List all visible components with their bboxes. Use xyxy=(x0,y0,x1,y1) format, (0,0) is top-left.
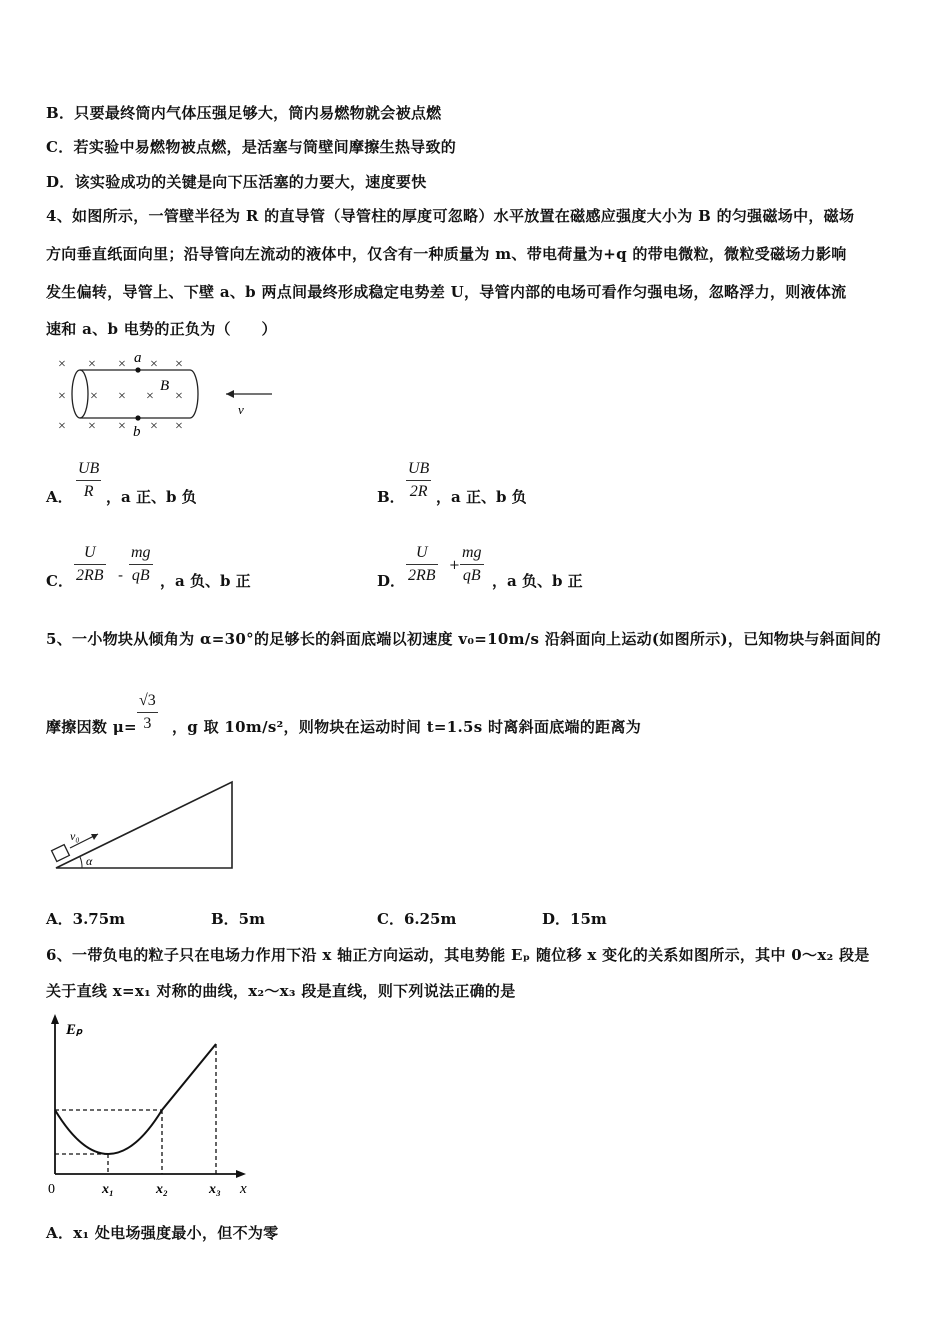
q4-stem-line3: 发生偏转，导管上、下壁 a、b 两点间最终形成稳定电势差 U，导管内部的电场可看作匀强电场，忽略浮力，则液体流 xyxy=(46,283,847,301)
q4-option-a-tail: ，a 正、b 负 xyxy=(106,488,197,506)
x1-label: x₁ xyxy=(102,1182,114,1197)
label-B: B xyxy=(160,378,170,394)
q5-option-b: B．5m xyxy=(211,910,265,928)
q4-stem-line4: 速和 a、b 电势的正负为（ ） xyxy=(46,320,277,338)
label-a: a xyxy=(134,350,142,366)
q4-option-c-fraction-1 xyxy=(74,544,106,585)
x2-label: x₂ xyxy=(156,1182,168,1197)
field-cross: × xyxy=(118,389,126,404)
field-cross: × xyxy=(58,389,66,404)
x3-label: x₃ xyxy=(209,1182,221,1197)
q4-option-c-tail: ，a 负、b 正 xyxy=(160,572,251,590)
q4-option-b-tail: ，a 正、b 负 xyxy=(436,488,527,506)
q5-option-c: C．6.25m xyxy=(377,910,457,928)
label-alpha: α xyxy=(86,854,93,868)
label-b: b xyxy=(133,424,141,440)
field-cross: × xyxy=(150,357,158,372)
field-cross: × xyxy=(88,357,96,372)
label-v: v xyxy=(238,402,244,417)
q4-option-d-operator: + xyxy=(449,558,460,573)
field-cross: × xyxy=(175,419,183,434)
q4-option-d-fraction-2 xyxy=(460,544,484,585)
q4-stem-line1: 4、如图所示，一管壁半径为 R 的直导管（导管柱的厚度可忽略）水平放置在磁感应强度大小为 B 的匀强磁场中，磁场 xyxy=(46,207,855,225)
q3-option-b: B．只要最终筒内气体压强足够大，筒内易燃物就会被点燃 xyxy=(46,104,442,122)
x-axis-label: x xyxy=(240,1181,247,1197)
q6-stem-line1: 6、一带负电的粒子只在电场力作用下沿 x 轴正方向运动，其电势能 Eₚ 随位移 x 变化的关系如图所示，其中 0～x₂ 段是 xyxy=(46,946,870,964)
ep-curve xyxy=(55,1044,216,1154)
q6-option-a: A．x₁ 处电场强度最小，但不为零 xyxy=(46,1224,279,1242)
fraction-denominator: 2RB xyxy=(76,567,104,584)
q4-pipe-figure xyxy=(50,348,290,440)
q4-option-a-letter: A． xyxy=(46,488,73,506)
block xyxy=(52,845,70,862)
field-cross: × xyxy=(118,357,126,372)
fraction-numerator: U xyxy=(83,544,96,561)
x-axis-arrowhead xyxy=(236,1170,246,1178)
q4-option-b-letter: B． xyxy=(377,488,405,506)
field-cross: × xyxy=(90,389,98,404)
q5-stem-line2-post: ，g 取 10m/s²，则物块在运动时间 t=1.5s 时离斜面底端的距离为 xyxy=(172,718,642,736)
fraction-denominator: 2RB xyxy=(408,567,436,584)
fraction-denominator: R xyxy=(83,483,94,500)
field-cross: × xyxy=(146,389,154,404)
fraction-denominator: qB xyxy=(131,567,150,584)
q4-option-c-operator: - xyxy=(118,566,124,584)
fraction-denominator: 2R xyxy=(409,483,428,500)
field-cross: × xyxy=(58,419,66,434)
fraction-numerator: √3 xyxy=(139,692,156,709)
q4-option-d-fraction-1 xyxy=(406,544,438,585)
y-axis-arrowhead xyxy=(51,1014,59,1024)
field-cross: × xyxy=(58,357,66,372)
fraction-numerator: mg xyxy=(131,544,151,561)
fraction-denominator: 3 xyxy=(143,715,152,732)
field-cross: × xyxy=(150,419,158,434)
q6-ep-graph xyxy=(44,1012,258,1198)
field-cross: × xyxy=(175,357,183,372)
q4-option-d-letter: D． xyxy=(377,572,406,590)
q6-stem-line2: 关于直线 x=x₁ 对称的曲线，x₂～x₃ 段是直线，则下列说法正确的是 xyxy=(46,982,516,1000)
field-cross: × xyxy=(118,419,126,434)
q5-incline-figure xyxy=(48,778,240,873)
y-axis-label: Eₚ xyxy=(66,1022,83,1038)
fraction-numerator: UB xyxy=(78,460,100,477)
fraction-denominator: qB xyxy=(462,567,481,584)
q4-stem-line2: 方向垂直纸面向里；沿导管向左流动的液体中，仅含有一种质量为 m、带电荷量为+q 的带电微粒，微粒受磁场力影响 xyxy=(46,245,847,263)
incline xyxy=(56,782,232,868)
field-cross: × xyxy=(175,389,183,404)
label-v0: v₀ xyxy=(70,829,80,843)
fraction-numerator: UB xyxy=(408,460,430,477)
q4-option-d-tail: ，a 负、b 正 xyxy=(492,572,583,590)
pipe-opening xyxy=(72,370,88,418)
q4-option-a-fraction xyxy=(76,460,101,501)
fraction-numerator: U xyxy=(415,544,428,561)
q4-option-c-letter: C． xyxy=(46,572,73,590)
q5-option-d: D．15m xyxy=(542,910,607,928)
q5-option-a: A．3.75m xyxy=(46,910,126,928)
velocity-arrowhead xyxy=(226,390,234,398)
q5-stem-line1: 5、一小物块从倾角为 α=30°的足够长的斜面底端以初速度 v₀=10m/s 沿斜面向上运动(如图所示)，已知物块与斜面间的 xyxy=(46,630,881,648)
q3-option-d: D．该实验成功的关键是向下压活塞的力要大，速度要快 xyxy=(46,173,427,191)
fraction-numerator: mg xyxy=(462,544,482,561)
point-a xyxy=(135,367,140,372)
field-cross: × xyxy=(88,419,96,434)
point-b xyxy=(135,415,140,420)
angle-arc xyxy=(80,857,82,868)
q5-stem-line2-pre: 摩擦因数 μ= xyxy=(46,718,137,736)
q5-mu-fraction xyxy=(137,692,158,733)
origin-label: 0 xyxy=(48,1182,55,1197)
q4-option-c-fraction-2 xyxy=(129,544,153,585)
q4-option-b-fraction xyxy=(406,460,431,501)
q3-option-c: C．若实验中易燃物被点燃，是活塞与筒壁间摩擦生热导致的 xyxy=(46,138,457,156)
